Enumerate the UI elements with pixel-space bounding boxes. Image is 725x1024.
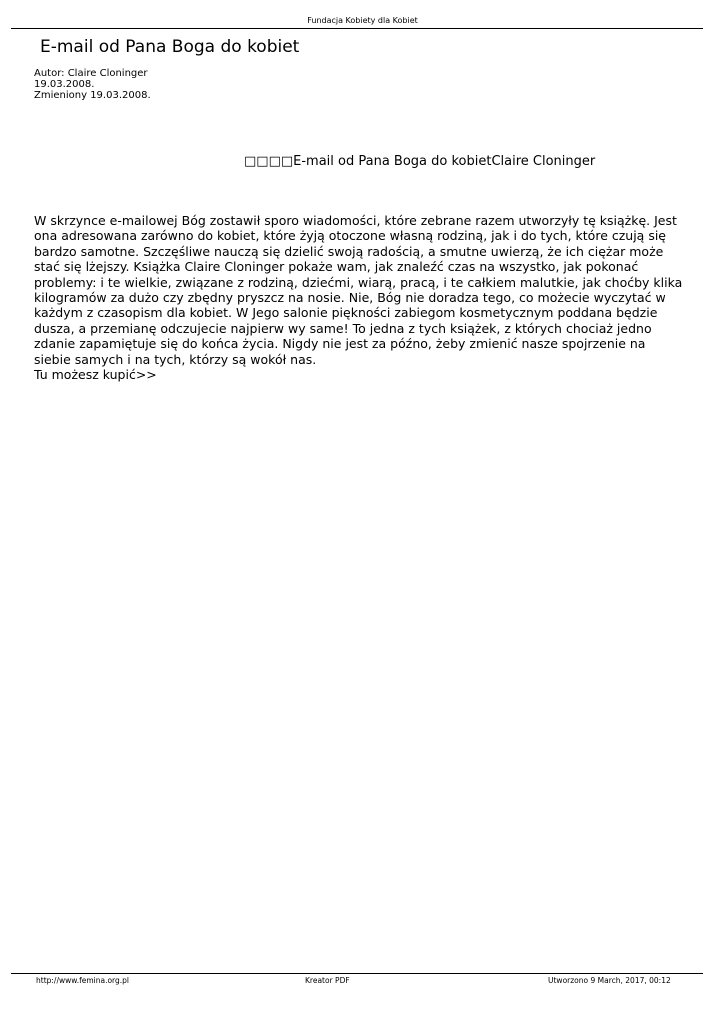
- article-subtitle: □□□□E-mail od Pana Boga do kobietClaire Cloninger: [244, 154, 596, 169]
- footer-created-date: Utworzono 9 March, 2017, 00:12: [548, 976, 671, 985]
- article-body: [34, 213, 684, 382]
- page-header-site-name: Fundacja Kobiety dla Kobiet: [307, 16, 418, 25]
- modified-date: Zmieniony 19.03.2008.: [34, 90, 151, 101]
- author-line: Autor: Claire Cloninger: [34, 68, 148, 79]
- article-body-text: W skrzynce e-mailowej Bóg zostawił sporo wiadomości, które zebrane razem utworzyły tę książkę. Jest ona adresowana zarówno do kobiet, które żyją otoczone własną rodziną, jak i do tych, które czują się bardzo samotne. Szczęśliwe nauczą się dzielić swoją radością, a smutne uwierzą, że ich ciężar może stać się lżejszy. Książka Claire Cloninger pokaże wam, jak znaleźć czas na wszystko, jak pokonać problemy: i te wielkie, związane z rodziną, dziećmi, wiarą, pracą, i te całkiem malutkie, jak choćby klika kilogramów za dużo czy zbędny pryszcz na nosie. Nie, Bóg nie doradza tego, co możecie wyczytać w każdym z czasopism dla kobiet. W Jego salonie piękności zabiegom kosmetycznym poddana będzie dusza, a przemianę odczujecie najpierw wy same! To jedna z tych książek, z których chociaż jedno zdanie zapamiętuje się do końca życia. Nigdy nie jest za późno, żeby zmienić nasze spojrzenie na siebie samych i na tych, którzy są wokół nas.: [34, 213, 683, 367]
- publish-date: 19.03.2008.: [34, 79, 95, 90]
- article-meta: [34, 68, 151, 101]
- footer-generator: Kreator PDF: [305, 976, 350, 985]
- page-title: E-mail od Pana Boga do kobiet: [40, 37, 300, 57]
- footer-url-link[interactable]: http://www.femina.org.pl: [36, 976, 129, 985]
- header-divider: [11, 28, 703, 29]
- buy-link[interactable]: Tu możesz kupić>>: [34, 367, 157, 383]
- footer-divider: [11, 973, 703, 974]
